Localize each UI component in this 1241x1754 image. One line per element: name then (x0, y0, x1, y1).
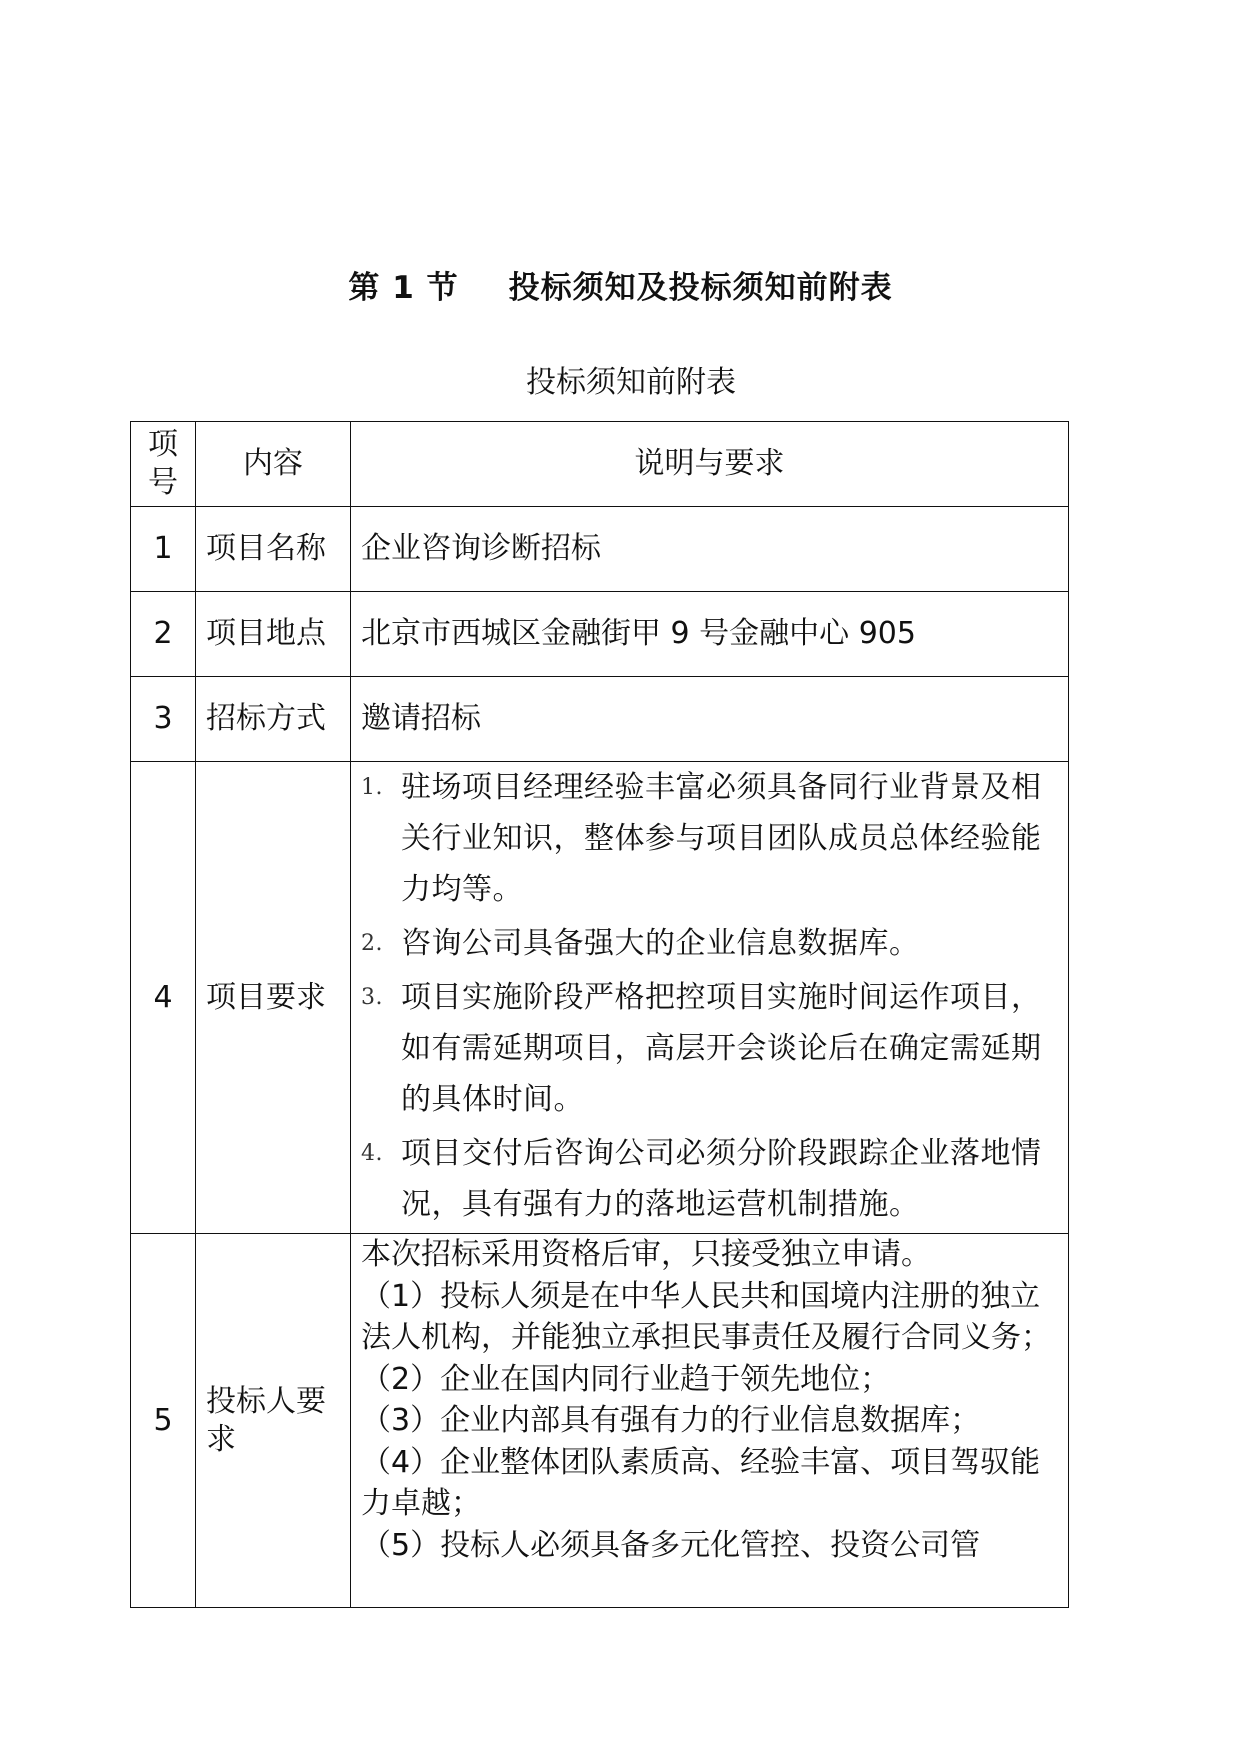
row-number: 1 (131, 507, 196, 592)
row-number: 4 (131, 762, 196, 1234)
list-item-text: 项目交付后咨询公司必须分阶段跟踪企业落地情况，具有强有力的落地运营机制措施。 (401, 1136, 1042, 1222)
list-item (361, 918, 1058, 969)
bidder-requirement-line: （4）企业整体团队素质高、经验丰富、项目驾驭能力卓越； (361, 1444, 1041, 1521)
row-number: 2 (131, 592, 196, 677)
row-content: 投标人要求 (196, 1234, 351, 1608)
list-item-text: 项目实施阶段严格把控项目实施时间运作项目，如有需延期项目，高层开会谈论后在确定需延期的具体时间。 (401, 980, 1042, 1117)
section-title: 投标须知及投标须知前附表 (508, 270, 893, 306)
table-caption: 投标须知前附表 (526, 365, 736, 400)
list-item-number: 2. (361, 931, 383, 956)
table-row (131, 1234, 1069, 1608)
list-item-text: 咨询公司具备强大的企业信息数据库。 (401, 926, 920, 961)
table-row (131, 677, 1069, 762)
row-content: 项目名称 (196, 507, 351, 592)
row-content: 项目地点 (196, 592, 351, 677)
row-number: 3 (131, 677, 196, 762)
bidder-requirement-line: （1）投标人须是在中华人民共和国境内注册的独立法人机构，并能独立承担民事责任及履行合同义务； (361, 1278, 1051, 1355)
bidder-requirement-line: （5）投标人必须具备多元化管控、投资公司管 (361, 1527, 981, 1563)
list-item (361, 762, 1058, 915)
table-row (131, 592, 1069, 677)
bidder-requirement-line: （3）企业内部具有强有力的行业信息数据库； (361, 1403, 981, 1438)
row-description: 北京市西城区金融街甲 9 号金融中心 905 (351, 592, 1069, 677)
table-row (131, 762, 1069, 1234)
header-description: 说明与要求 (351, 422, 1069, 507)
bid-instructions-table (130, 421, 1069, 1608)
list-item-number: 1. (361, 775, 383, 800)
row-description (351, 762, 1069, 1234)
bidder-requirement-line: 本次招标采用资格后审，只接受独立申请。 (361, 1237, 931, 1272)
project-requirements-list (361, 762, 1058, 1230)
list-item-number: 4. (361, 1141, 383, 1166)
list-item (361, 972, 1058, 1125)
list-item-number: 3. (361, 985, 383, 1010)
row-description: 邀请招标 (351, 677, 1069, 762)
bidder-requirement-line: （2）企业在国内同行业趋于领先地位； (361, 1361, 891, 1397)
section-heading (0, 262, 1241, 307)
row-number: 5 (131, 1234, 196, 1608)
bidder-requirements (351, 1234, 1069, 1608)
header-item-no: 项号 (131, 422, 196, 507)
table-header-row (131, 422, 1069, 507)
list-item (361, 1128, 1058, 1230)
row-content: 招标方式 (196, 677, 351, 762)
table-row (131, 507, 1069, 592)
list-item-text: 驻场项目经理经验丰富必须具备同行业背景及相关行业知识，整体参与项目团队成员总体经验能力均等。 (401, 770, 1042, 907)
header-content: 内容 (196, 422, 351, 507)
row-description: 企业咨询诊断招标 (351, 507, 1069, 592)
row-content: 项目要求 (196, 762, 351, 1234)
section-number: 第 1 节 (348, 270, 459, 306)
